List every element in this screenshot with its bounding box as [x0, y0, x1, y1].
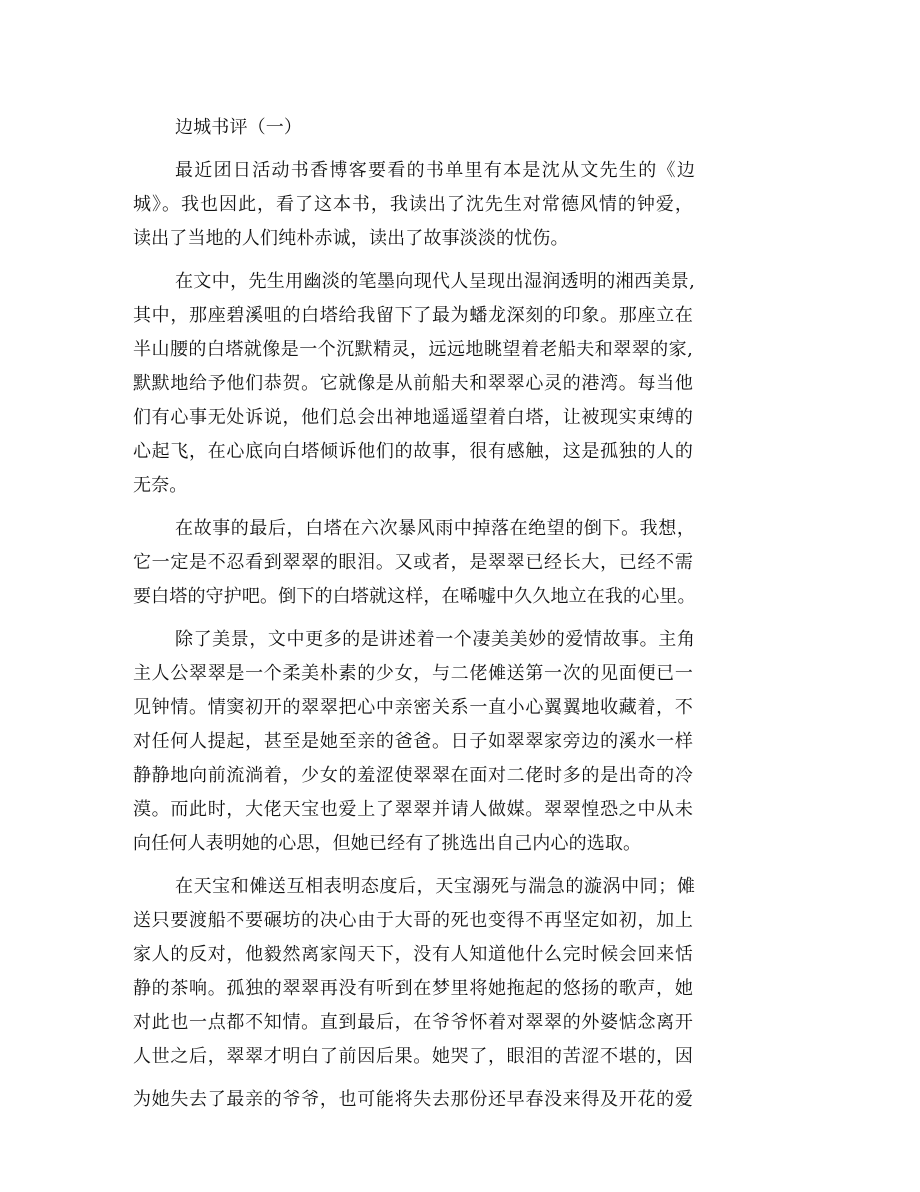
paragraph-2-line-4: 默默地给予他们恭贺。它就像是从前船夫和翠翠心灵的港湾。每当他: [133, 373, 693, 394]
paragraph-4-line-1: 除了美景，文中更多的是讲述着一个凄美美妙的爱情故事。主角: [175, 629, 695, 650]
paragraph-4-line-7: 向任何人表明她的心思，但她已经有了挑选出自己内心的选取。: [133, 833, 642, 854]
paragraph-4-line-6: 漠。而此时，大佬天宝也爱上了翠翠并请人做媒。翠翠惶恐之中从未: [133, 799, 693, 820]
paragraph-1-line-2: 城》。我也因此，看了这本书，我读出了沈先生对常德风情的钟爱，: [133, 194, 693, 215]
paragraph-2-line-2: 其中，那座碧溪咀的白塔给我留下了最为蟠龙深刻的印象。那座立在: [133, 305, 693, 326]
paragraph-2-line-6: 心起飞，在心底向白塔倾诉他们的故事，很有感触，这是孤独的人的: [133, 441, 693, 462]
paragraph-5-line-7: 为她失去了最亲的爷爷，也可能将失去那份还早春没来得及开花的爱: [133, 1089, 693, 1110]
paragraph-5-line-5: 对此也一点都不知情。直到最后，在爷爷怀着对翠翠的外婆惦念离开: [133, 1012, 693, 1033]
paragraph-3-line-2: 它一定是不忍看到翠翠的眼泪。又或者，是翠翠已经长大，已经不需: [133, 552, 693, 573]
paragraph-1-line-1: 最近团日活动书香博客要看的书单里有本是沈从文先生的《边: [175, 160, 695, 181]
paragraph-4-line-2: 主人公翠翠是一个柔美朴素的少女，与二佬傩送第一次的见面便已一: [133, 663, 693, 684]
paragraph-2-line-5: 们有心事无处诉说，他们总会出神地遥遥望着白塔，让被现实束缚的: [133, 407, 693, 428]
paragraph-5-line-4: 静的茶响。孤独的翠翠再没有听到在梦里将她拖起的悠扬的歌声，她: [133, 978, 693, 999]
document-title: 边城书评（一）: [175, 117, 303, 138]
paragraph-2-line-1: 在文中，先生用幽淡的笔墨向现代人呈现出湿润透明的湘西美景,: [175, 271, 695, 292]
paragraph-1-line-3: 读出了当地的人们纯朴赤诚，读出了故事淡淡的忧伤。: [133, 228, 569, 249]
paragraph-3-line-3: 要白塔的守护吧。倒下的白塔就这样，在唏嘘中久久地立在我的心里。: [133, 586, 696, 607]
paragraph-4-line-5: 静静地向前流淌着，少女的羞涩使翠翠在面对二佬时多的是出奇的冷: [133, 765, 693, 786]
paragraph-2-line-3: 半山腰的白塔就像是一个沉默精灵，远远地眺望着老船夫和翠翠的家,: [133, 339, 693, 360]
paragraph-2-line-7: 无奈。: [133, 475, 188, 496]
paragraph-3-line-1: 在故事的最后，白塔在六次暴风雨中掉落在绝望的倒下。我想，: [175, 518, 695, 539]
paragraph-5-line-2: 送只要渡船不要碾坊的决心由于大哥的死也变得不再坚定如初，加上: [133, 910, 693, 931]
paragraph-5-line-6: 人世之后，翠翠才明白了前因后果。她哭了，眼泪的苦涩不堪的，因: [133, 1046, 693, 1067]
paragraph-5-line-3: 家人的反对，他毅然离家闯天下，没有人知道他什么完时候会回来恬: [133, 944, 693, 965]
paragraph-4-line-4: 对任何人提起，甚至是她至亲的爸爸。日子如翠翠家旁边的溪水一样: [133, 731, 693, 752]
paragraph-5-line-1: 在天宝和傩送互相表明态度后，天宝溺死与湍急的漩涡中同；傩: [175, 876, 695, 897]
paragraph-4-line-3: 见钟情。情窦初开的翠翠把心中亲密关系一直小心翼翼地收藏着，不: [133, 697, 693, 718]
